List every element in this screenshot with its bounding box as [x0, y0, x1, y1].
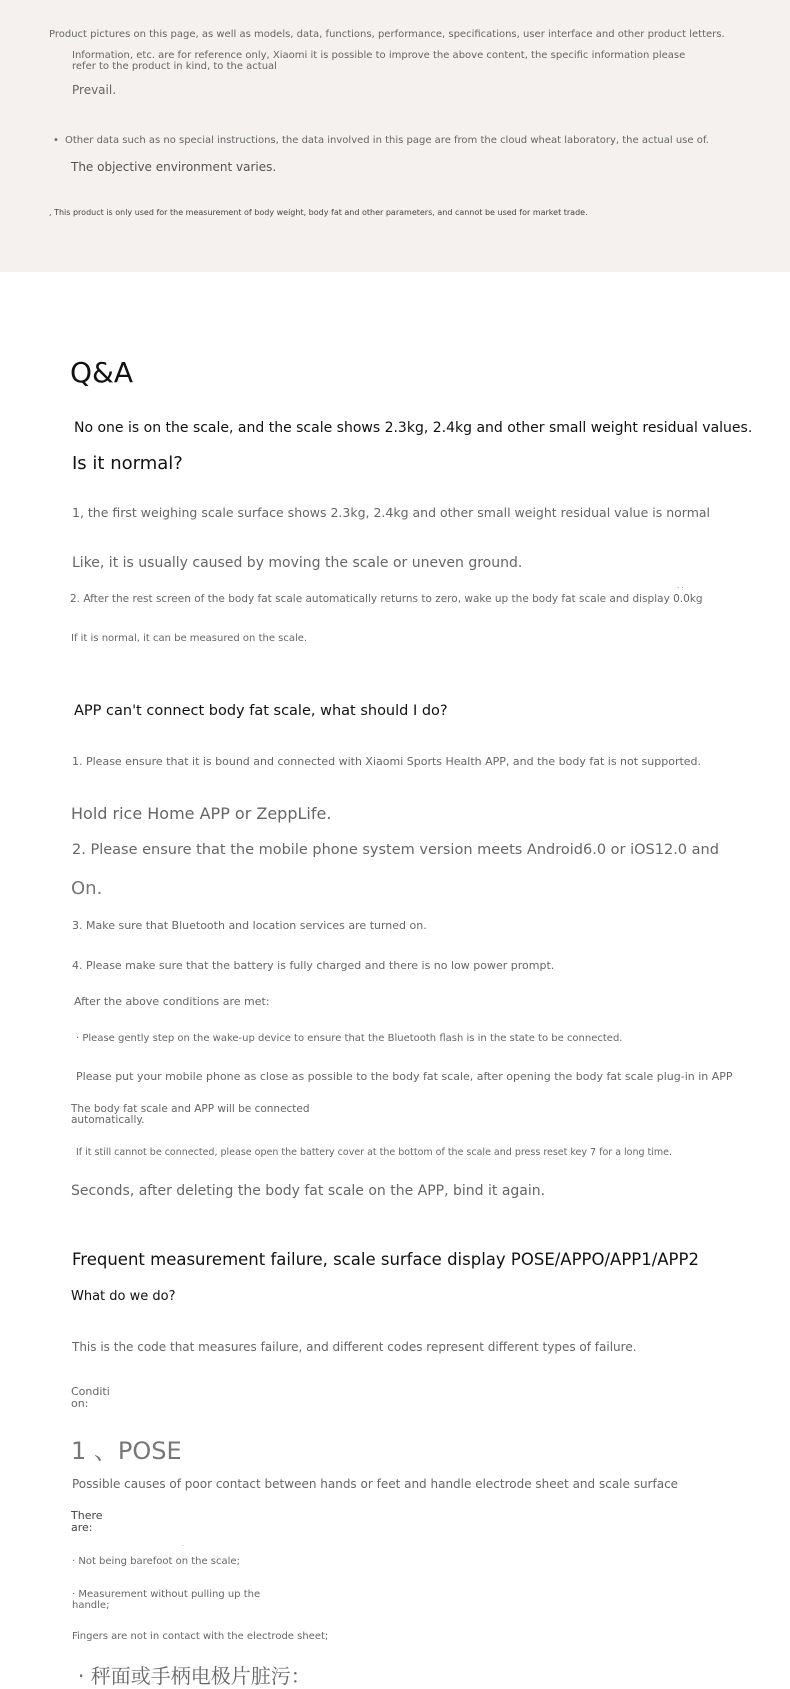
disclaimer-line: Other data such as no special instructions, the data involved in this page are from the cloud wheat laboratory, the actual use of. [65, 135, 709, 146]
answer-text: If it still cannot be connected, please open the battery cover at the bottom of the scale and press reset key 7 for a long time. [76, 1147, 673, 1158]
answer-text: The body fat scale and APP will be connected automatically. [71, 1103, 310, 1126]
answer-text: On. [71, 878, 103, 899]
answer-text: · Not being barefoot on the scale; [72, 1556, 240, 1567]
question-3-line-b: What do we do? [71, 1289, 176, 1304]
question-3-line-a: Frequent measurement failure, scale surface display POSE/APPO/APP1/APP2 [72, 1250, 699, 1269]
answer-text: There are: [71, 1509, 103, 1534]
answer-text: 1. Please ensure that it is bound and connected with Xiaomi Sports Health APP, and the body fat is not supported. [72, 755, 702, 768]
answer-text: Hold rice Home APP or ZeppLife. [71, 804, 332, 823]
disclaimer-line: , This product is only used for the measurement of body weight, body fat and other parameters, and cannot be used for market trade. [49, 208, 588, 217]
question-1-line-a: No one is on the scale, and the scale shows 2.3kg, 2.4kg and other small weight residual values. [74, 420, 753, 436]
disclaimer-line: The objective environment varies. [71, 160, 277, 174]
question-2: APP can't connect body fat scale, what should I do? [74, 703, 448, 719]
answer-text: · Measurement without pulling up the handle; [72, 1589, 261, 1611]
answer-text: Condition: [71, 1385, 110, 1410]
answer-text: 1, the first weighing scale surface shows 2.3kg, 2.4kg and other small weight residual value is normal [72, 505, 711, 520]
answer-text: This is the code that measures failure, and different codes represent different types of failure. [72, 1340, 637, 1354]
answer-text: · 秤面或手柄电极片脏污： [78, 1664, 311, 1688]
disclaimer-line: Prevail. [72, 83, 117, 97]
answer-text: Fingers are not in contact with the electrode sheet; [72, 1631, 329, 1642]
answer-text: After the above conditions are met: [74, 995, 270, 1008]
answer-text: · Please gently step on the wake-up device to ensure that the Bluetooth flash is in the state to be connected. [76, 1033, 623, 1044]
answer-text: 4. Please make sure that the battery is fully charged and there is no low power prompt. [72, 959, 555, 972]
disclaimer-panel [0, 0, 790, 272]
answer-text: Please put your mobile phone as close as possible to the body fat scale, after opening the body fat scale plug-in in APP [76, 1070, 733, 1083]
question-1-line-b: Is it normal? [72, 453, 183, 474]
answer-text: Possible causes of poor contact between hands or feet and handle electrode sheet and scale surface [72, 1477, 679, 1491]
answer-text: If it is normal, it can be measured on the scale. [71, 633, 308, 644]
disclaimer-line: Product pictures on this page, as well as models, data, functions, performance, specifications, user interface and other product letters. [49, 29, 725, 40]
qa-title: Q&A [70, 356, 134, 389]
answer-text: . . [677, 582, 684, 590]
answer-text: 2. Please ensure that the mobile phone system version meets Android6.0 or iOS12.0 and [72, 842, 719, 858]
answer-text: 1 、POSE [71, 1437, 182, 1465]
answer-text: 2. After the rest screen of the body fat scale automatically returns to zero, wake up the body fat scale and display 0.0kg [70, 593, 703, 605]
answer-text: Like, it is usually caused by moving the scale or uneven ground. [72, 555, 523, 571]
bullet-icon: • [53, 135, 59, 146]
answer-text: Seconds, after deleting the body fat scale on the APP, bind it again. [71, 1183, 546, 1199]
answer-text: . [182, 1541, 184, 1548]
answer-text: 3. Make sure that Bluetooth and location services are turned on. [72, 919, 427, 932]
disclaimer-line: Information, etc. are for reference only, Xiaomi it is possible to improve the above content, the specific information please refer to the product in kind, to the actual [72, 50, 686, 72]
